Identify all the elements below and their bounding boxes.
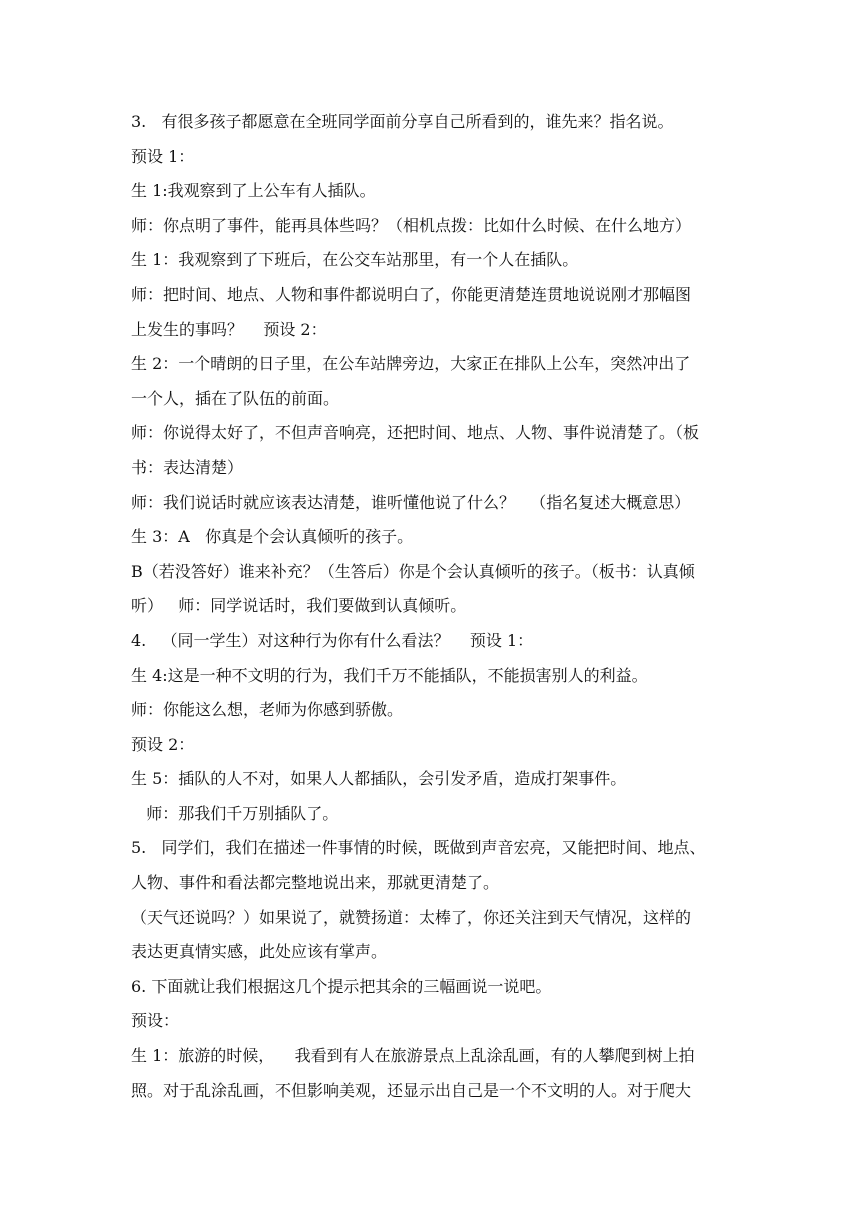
text-line: 师：你能这么想，老师为你感到骄傲。 <box>131 700 404 720</box>
document-body <box>131 105 731 1108</box>
text-line: 师：我们说话时就应该表达清楚，谁听懂他说了什么？ （指名复述大概意思） <box>131 492 691 512</box>
text-line: 人物、事件和看法都完整地说出来，那就更清楚了。 <box>131 873 500 893</box>
text-line: 生 1：旅游的时候， 我看到有人在旅游景点上乱涂乱画，有的人攀爬到树上拍 <box>131 1046 695 1066</box>
text-line: 一个人，插在了队伍的前面。 <box>131 388 340 408</box>
text-line: 预设： <box>131 1011 180 1031</box>
text-line: 照。对于乱涂乱画，不但影响美观，还显示出自己是一个不文明的人。对于爬大 <box>131 1080 692 1100</box>
text-line: 生 3：A 你真是个会认真倾听的孩子。 <box>131 527 414 547</box>
text-line: B（若没答好）谁来补充？（生答后）你是个会认真倾听的孩子。（板书：认真倾 <box>131 561 695 581</box>
text-line: 师：那我们千万别插队了。 <box>131 803 339 823</box>
text-line: 生 1:我观察到了上公车有人插队。 <box>131 181 376 201</box>
text-line: 5. 同学们，我们在描述一件事情的时候，既做到声音宏亮，又能把时间、地点、 <box>131 838 706 858</box>
text-line: 预设 2： <box>131 734 195 754</box>
text-line: 师：你说得太好了，不但声音响亮，还把时间、地点、人物、事件说清楚了。（板 <box>131 423 700 443</box>
text-line: 师：你点明了事件，能再具体些吗？（相机点拨：比如什么时候、在什么地方） <box>131 215 692 235</box>
text-line: 4. （同一学生）对这种行为你有什么看法？ 预设 1： <box>131 630 534 650</box>
text-line: 上发生的事吗？ 预设 2： <box>131 319 327 339</box>
text-line: 师：把时间、地点、人物和事件都说明白了，你能更清楚连贯地说说刚才那幅图 <box>131 284 692 304</box>
text-line: 3. 有很多孩子都愿意在全班同学面前分享自己所看到的，谁先来？指名说。 <box>131 112 674 131</box>
text-line: 书：表达清楚） <box>131 457 244 477</box>
text-line: 表达更真情实感，此处应该有掌声。 <box>131 942 388 962</box>
text-line: 6. 下面就让我们根据这几个提示把其余的三幅画说一说吧。 <box>131 976 552 996</box>
text-line: 生 4:这是一种不文明的行为，我们千万不能插队，不能损害别人的利益。 <box>131 665 648 685</box>
text-line: 生 5：插队的人不对，如果人人都插队，会引发矛盾，造成打架事件。 <box>131 769 627 789</box>
text-line: 听） 师：同学说话时，我们要做到认真倾听。 <box>131 596 467 616</box>
text-line: （天气还说吗？）如果说了，就赞扬道：太棒了，你还关注到天气情况，这样的 <box>131 907 692 927</box>
text-line: 预设 1： <box>131 146 195 166</box>
text-line: 生 2：一个晴朗的日子里，在公车站牌旁边，大家正在排队上公车，突然冲出了 <box>131 354 691 374</box>
text-line: 生 1：我观察到了下班后，在公交车站那里，有一个人在插队。 <box>131 250 579 270</box>
